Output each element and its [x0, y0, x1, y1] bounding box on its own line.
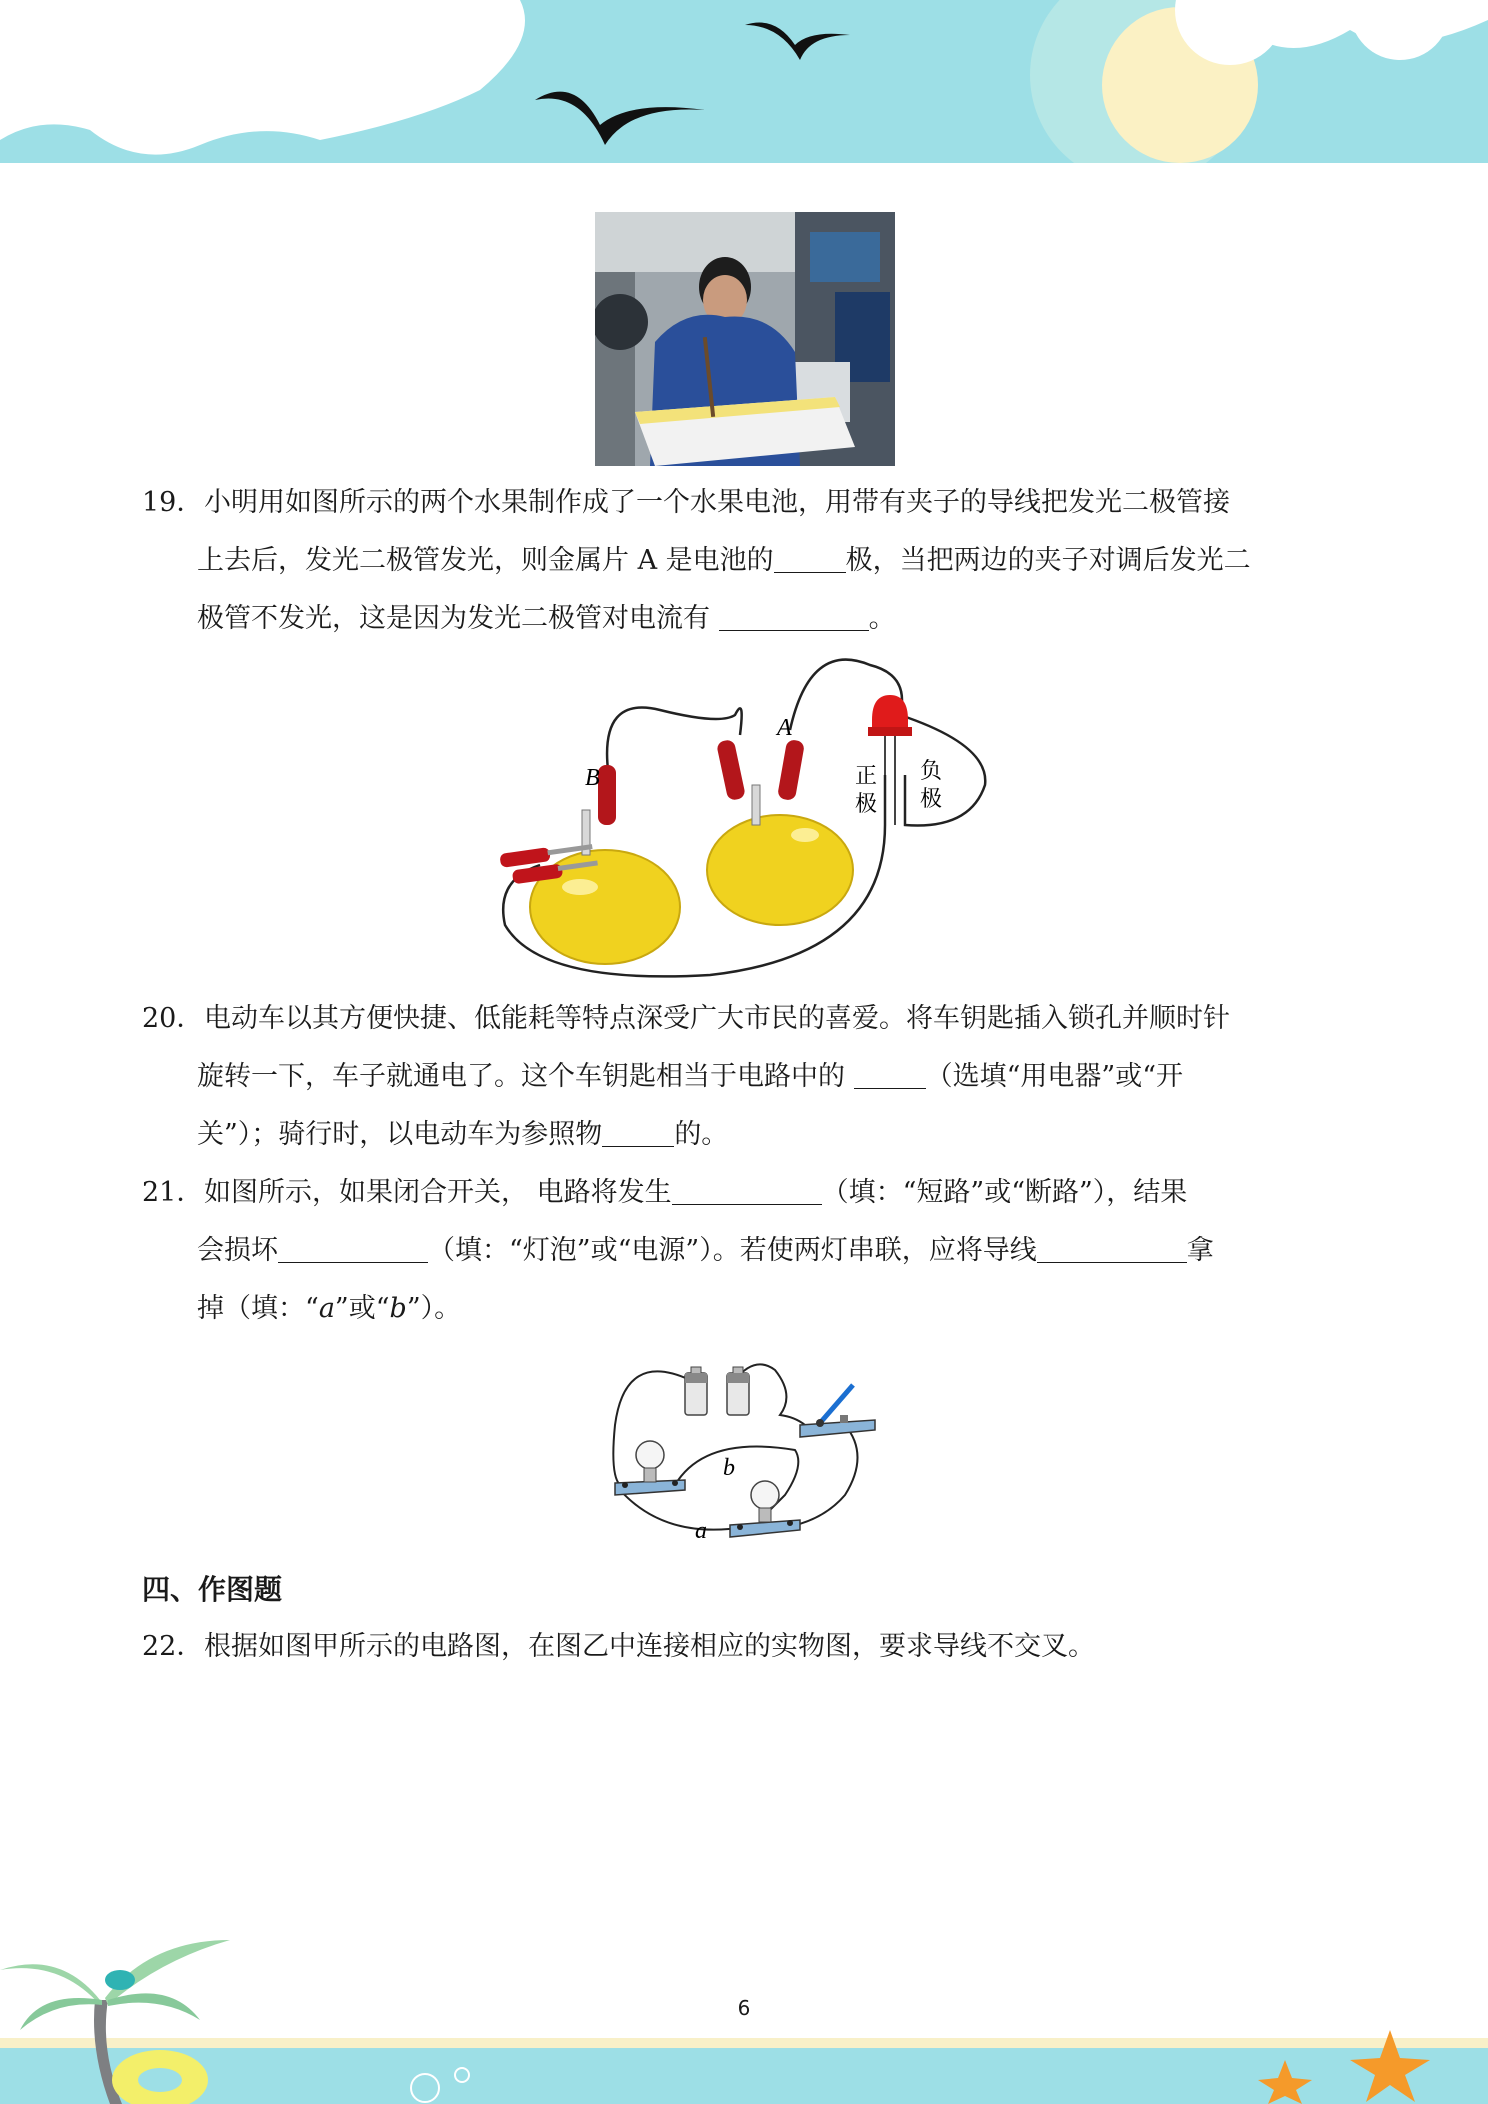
question-text: 的。	[674, 1119, 729, 1150]
page-number: 6	[737, 1996, 751, 2020]
question-20	[142, 990, 1352, 1164]
question-text: （选填“用电器”或“开	[925, 1061, 1184, 1092]
answer-blank[interactable]	[719, 600, 869, 631]
question-text: ”或“	[334, 1293, 390, 1324]
circuit-figure	[605, 1355, 885, 1550]
positive-label: 极	[855, 792, 878, 817]
battery-icon	[685, 1367, 707, 1415]
question-text: 上去后，发光二极管发光，则金属片 A 是电池的	[197, 545, 774, 576]
question-number: 20．	[142, 1003, 204, 1034]
led-icon	[872, 695, 908, 730]
answer-blank[interactable]	[854, 1058, 926, 1089]
astronaut-calligraphy-photo	[595, 212, 895, 466]
section-title: 四、作图题	[142, 1573, 283, 1606]
lemon-battery-figure	[490, 655, 1000, 985]
answer-blank[interactable]	[774, 542, 846, 573]
question-text: 。	[868, 603, 896, 634]
question-21	[142, 1164, 1352, 1338]
question-19	[142, 474, 1352, 648]
question-text: 极，当把两边的夹子对调后发光二	[845, 545, 1251, 576]
question-text: 拿	[1186, 1235, 1214, 1266]
wire-label-a: a	[695, 1518, 707, 1544]
question-text: 会损坏	[197, 1235, 278, 1266]
question-text: 小明用如图所示的两个水果制作成了一个水果电池，用带有夹子的导线把发光二极管接	[204, 487, 1230, 518]
negative-label: 极	[920, 787, 943, 812]
metal-strip	[752, 785, 760, 825]
negative-label: 负	[920, 759, 943, 784]
question-text: 关”）；骑行时，以电动车为参照物	[197, 1119, 603, 1150]
clip	[716, 739, 746, 801]
question-number: 22．	[142, 1631, 204, 1662]
battery-icon	[727, 1367, 749, 1415]
variable-b: b	[389, 1293, 407, 1324]
lemon	[707, 815, 853, 925]
clip-b	[598, 765, 616, 825]
question-number: 21．	[142, 1177, 204, 1208]
answer-blank[interactable]	[672, 1174, 822, 1205]
question-text: 根据如图甲所示的电路图，在图乙中连接相应的实物图，要求导线不交叉。	[204, 1631, 1095, 1662]
question-text: （填：“短路”或“断路”），结果	[821, 1177, 1188, 1208]
question-text: 旋转一下，车子就通电了。这个车钥匙相当于电路中的	[197, 1061, 845, 1092]
question-number: 19．	[142, 487, 204, 518]
question-text: ”）。	[406, 1293, 462, 1324]
clip-a	[777, 739, 805, 801]
label-b: B	[585, 765, 600, 791]
wire-label-b: b	[723, 1455, 735, 1481]
variable-a: a	[318, 1293, 335, 1324]
switch-icon	[800, 1385, 875, 1437]
answer-blank[interactable]	[278, 1232, 428, 1263]
answer-blank[interactable]	[1037, 1232, 1187, 1263]
answer-blank[interactable]	[602, 1116, 674, 1147]
positive-label: 正	[855, 764, 878, 789]
question-text: 掉（填：“	[197, 1293, 319, 1324]
question-text: （填：“灯泡”或“电源”）。若使两灯串联，应将导线	[428, 1235, 1037, 1266]
question-text: 如图所示，如果闭合开关， 电路将发生	[204, 1177, 672, 1208]
label-a: A	[777, 715, 792, 741]
question-text: 电动车以其方便快捷、低能耗等特点深受广大市民的喜爱。将车钥匙插入锁孔并顺时针	[204, 1003, 1230, 1034]
question-text: 极管不发光，这是因为发光二极管对电流有	[197, 603, 710, 634]
question-22	[142, 1618, 1352, 1676]
header-decoration	[0, 0, 1488, 170]
lamp-icon	[615, 1441, 685, 1495]
